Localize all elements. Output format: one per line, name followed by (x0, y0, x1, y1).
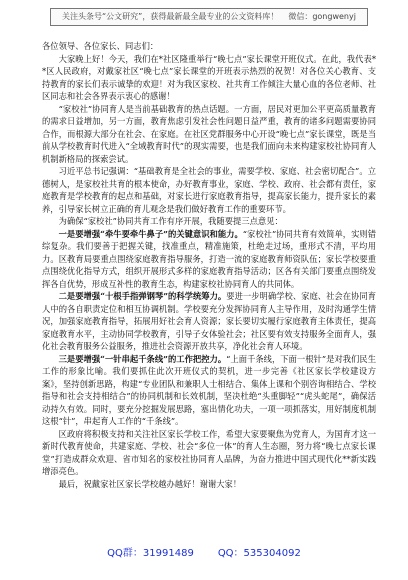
greeting: 各位领导、各位家长、同志们： (42, 41, 159, 51)
footer-qq-number: QQ：535304092 (217, 548, 301, 559)
paragraph-point-two: 二是要增强“十根手指弹钢琴”的科学统筹力。要进一步明确学校、家庭、社会在协同育人中的各自职责定位和相互协调机制。学校要充分发挥协同育人主导作用，及时沟通学生情况，加强家庭教育指导，拓展用好社会育人资源；家长要切实履行家庭教育主体责任，提高家庭教育水平，主动协同学校教育，引导子女体验社会；社区要有效支持服务全面育人，强化社会教育服务公益服务，推进社会资源开放共享，净化社会育人环境。 (42, 291, 376, 351)
paragraph-intro-points: 为确保“家校社”协同共育工作有序开展，我随要提三点意见： (58, 216, 283, 226)
footer-contact (0, 544, 408, 559)
paragraph-opening: 大家晚上好！今天，我们在*社区隆重举行“晚七点”家长课堂开班仪式。在此，我代表**区人民政府，对戴家社区“晚七点”家长课堂的开班表示热烈的祝贺！对各位关心教育、支持教育的家长们表示诚挚的欢迎！对为我区家校、社共育工作倾注大量心血的各位老师、社区同志和社会各界表示衷心的感谢！ (42, 53, 376, 101)
paragraph-point-one: 一是要增强“牵牛要牵牛鼻子”的关键意识和能力。“家校社”协同共育有效简单，实则错综复杂。我们要善于把握关键，找准重点，精准施策，杜绝走过场，重形式不清，平均用力。区教育局要重点围绕家庭教育指导服务，打造一流的家庭教育师资队伍；家长学校要重点围绕优化指导方式，组织开展形式多样的家庭教育指导活动；区各有关部门要重点围绕发挥各自优势，形成互补性的教育生态，构建家校社协同育人的共同体。 (42, 228, 376, 289)
banner-wechat-text: 微信：gongwenyj (288, 12, 356, 21)
paragraph-quote: 习近平总书记强调：“基础教育是全社会的事业，需要学校、家庭、社会密切配合”。立德树人，是家校社共育的根本使命，办好教育事业，家庭、学校、政府、社会都有责任，家庭教育是学校教育的起点和基础，对家长进行家庭教育指导，提高家长能力，提升家长的素养，引导家长树立正确的育儿观念是我们做好教育工作的重要环节。 (42, 166, 376, 214)
document-body (42, 40, 376, 490)
paragraph-support: 区政府将积极支持和关注社区家长学校工作，希望大家要聚焦为党育人，为国育才这一新时代教育使命，共建家庭、学校、社会“多位一体”的育人生态圈，努力将“晚七点家长课堂”打造成群众欢迎、省市知名的家校社协同育人品牌，为奋力推进中国式现代化**新实践增添亮色。 (42, 428, 376, 476)
banner-promo-text: 关注头条号“公文研究”，获得最新最全最专业的公文资料库！ (62, 12, 279, 21)
header-banner (50, 8, 368, 26)
footer-qq-group: QQ群：31991489 (107, 548, 194, 559)
paragraph-closing: 最后，祝戴家社区家长学校越办越好！谢谢大家！ (58, 478, 242, 489)
paragraph-background: “家校社”协同育人是当前基础教育的热点话题。一方面，居民对更加公平更高质量教育的需求日益增加，另一方面，教育焦虑引发社会性问题日益严重，教育的诸多问题需要协同合作，而根源大部分在社会、在家庭。在社区党群服务中心开设“晚七点”家长课堂，既是当前从学校教育时代进入“全域教育时代”的现实需要，也是我们面向未来构建家校社协同育人机制新格局的探索尝试。 (42, 103, 376, 164)
paragraph-point-three: 三是要增强“一针串起千条线”的工作把控力。“上面千条线，下面一根针”是对我们民生工作的形象比喻。我们要抓住此次开班仪式的契机，进一步完善《社区家长学校建设方案》，坚持创新思路，构建“专业团队和兼职人士相结合、集体上课和个别咨询相结合、学校指导和社会支持相结合”的协同机制和长效机制，坚决杜绝“头重脚轻”“虎头蛇尾”，确保活动持久有效。同时，要充分挖掘发展思路，塞出情化功夫，一项一项抓落实，用好制度机制这根“针”，串起育人工作的“千条线”。 (42, 353, 376, 426)
